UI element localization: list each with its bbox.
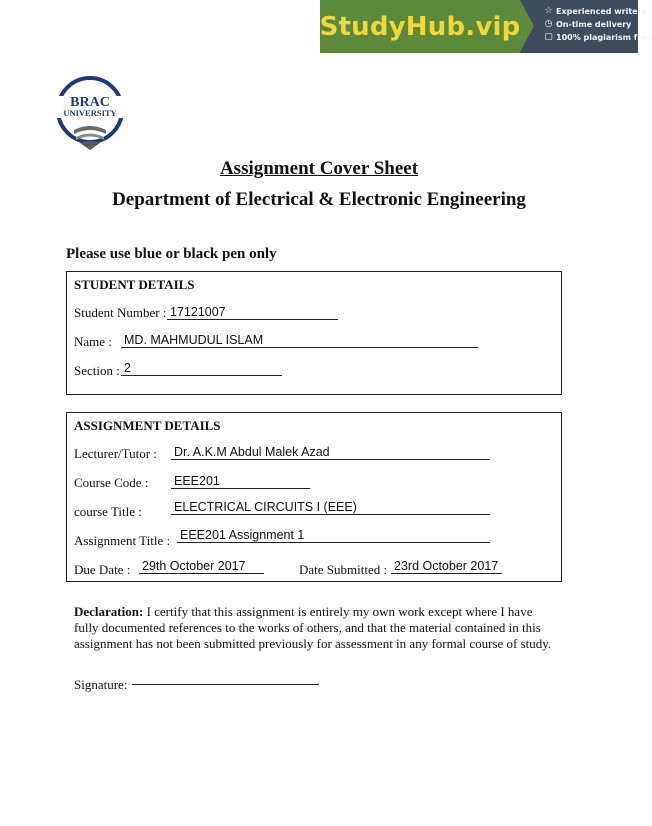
section-label: Section : — [74, 363, 120, 378]
department-title: Department of Electrical & Electronic Engineering — [112, 189, 526, 210]
student-details-heading: STUDENT DETAILS — [74, 277, 195, 292]
student-details-section — [66, 271, 562, 395]
date-submitted-field[interactable]: 23rd October 2017 — [391, 559, 502, 574]
course-code-label: Course Code : — [74, 475, 149, 490]
studyhub-banner[interactable] — [319, 0, 652, 53]
date-submitted-label: Date Submitted : — [299, 562, 388, 577]
section-field[interactable]: 2 — [121, 361, 282, 376]
clock-icon: ◷ — [544, 19, 553, 29]
star-icon: ☆ — [544, 6, 553, 16]
student-number-field[interactable]: 17121007 — [167, 305, 338, 320]
assignment-title-label: Assignment Title : — [74, 533, 171, 548]
banner-brand: StudyHub.vip — [319, 11, 521, 42]
lecturer-field[interactable]: Dr. A.K.M Abdul Malek Azad — [171, 445, 490, 460]
banner-feature-text: Experienced writers — [556, 6, 647, 16]
page-title: Assignment Cover Sheet — [219, 158, 419, 179]
banner-feature — [544, 19, 652, 29]
student-number-label: Student Number : — [74, 305, 167, 320]
assignment-details-section — [66, 412, 562, 582]
name-label: Name : — [74, 334, 112, 349]
document-icon: ▢ — [544, 32, 553, 42]
banner-feature — [544, 32, 652, 42]
banner-feature-text: On-time delivery — [556, 19, 632, 29]
banner-feature — [544, 6, 652, 16]
course-title-label: course Title : — [74, 504, 142, 519]
course-code-field[interactable]: EEE201 — [171, 474, 310, 489]
declaration-label: Declaration: — [74, 604, 144, 619]
banner-features — [520, 0, 652, 53]
lecturer-label: Lecturer/Tutor : — [74, 446, 157, 461]
brac-university-logo — [50, 76, 130, 156]
pen-instruction: Please use blue or black pen only — [66, 246, 277, 262]
logo-text-line1: BRAC — [70, 95, 110, 110]
due-date-field[interactable]: 29th October 2017 — [139, 559, 264, 574]
signature-label: Signature: — [74, 677, 128, 692]
assignment-title-field[interactable]: EEE201 Assignment 1 — [177, 528, 490, 543]
course-title-field[interactable]: ELECTRICAL CIRCUITS I (EEE) — [171, 500, 490, 515]
name-field[interactable]: MD. MAHMUDUL ISLAM — [121, 333, 478, 348]
logo-text-line2: UNIVERSITY — [63, 108, 117, 118]
due-date-label: Due Date : — [74, 562, 131, 577]
declaration-body: I certify that this assignment is entirely my own work except where I have fully documented references to the works of others, and that the material contained in this assignment has not been submitted previously for assessment in any formal course of study. — [74, 604, 552, 651]
signature-field[interactable] — [132, 684, 319, 685]
assignment-details-heading: ASSIGNMENT DETAILS — [74, 418, 221, 433]
banner-brand-area — [320, 0, 520, 53]
banner-feature-text: 100% plagiarism free — [556, 32, 652, 42]
declaration-text — [74, 604, 560, 652]
